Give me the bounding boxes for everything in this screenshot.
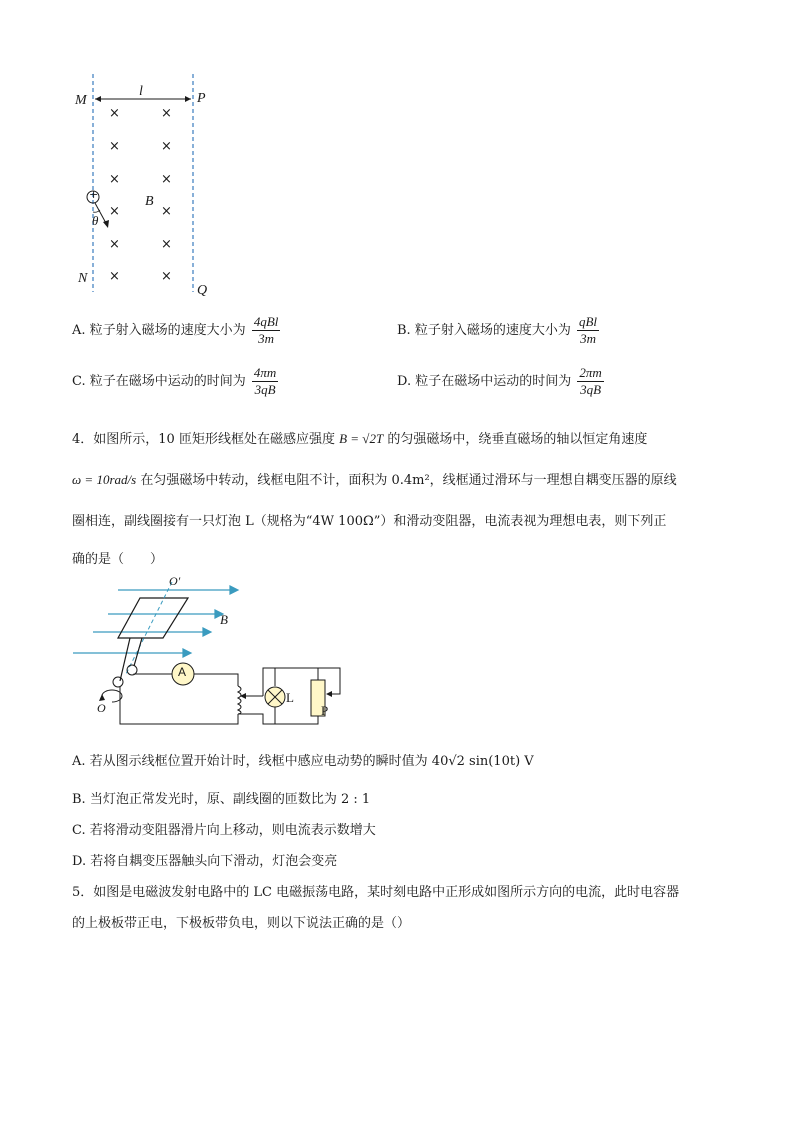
label-l: l xyxy=(139,84,143,99)
fraction xyxy=(252,365,278,398)
rheostat-label: P xyxy=(321,703,329,718)
option-key: B. xyxy=(72,792,86,807)
q4-text: 在匀强磁场中转动，线框电阻不计，面积为 0.4m²，线框通过滑环与一理想自耦变压器的原线 xyxy=(140,473,677,488)
fraction xyxy=(252,314,281,347)
fraction-numerator: 4πm xyxy=(253,365,277,380)
lamp-label: L xyxy=(286,690,294,705)
option-text: 若从图示线框位置开始计时，线框中感应电动势的瞬时值为 40√2 sin(10t) V xyxy=(89,754,534,769)
wire-top xyxy=(194,674,238,686)
field-cross: × xyxy=(109,106,120,121)
fraction-denominator: 3m xyxy=(580,331,596,346)
field-cross: × xyxy=(109,172,120,187)
option-text: 粒子射入磁场的速度大小为 xyxy=(89,323,246,338)
q3-option-b xyxy=(397,314,599,347)
label-o-prime: O′ xyxy=(169,574,181,588)
option-text: 若将滑动变阻器滑片向上移动，则电流表示数增大 xyxy=(89,823,376,838)
coil-lead xyxy=(134,638,142,666)
label-o: O xyxy=(97,701,106,715)
charge-sign: + xyxy=(89,188,99,201)
q4-formula: B = √2T xyxy=(339,431,384,446)
option-key: C. xyxy=(72,823,86,838)
fraction xyxy=(577,314,599,347)
field-cross: × xyxy=(161,139,172,154)
wire-bottom xyxy=(120,687,238,724)
q4-option-b xyxy=(72,788,370,807)
q4-line-1 xyxy=(72,428,647,447)
field-cross: × xyxy=(109,237,120,252)
option-key: D. xyxy=(397,374,412,389)
option-key: C. xyxy=(72,374,86,389)
label-m: M xyxy=(75,93,87,108)
field-cross: × xyxy=(161,204,172,219)
option-text: 当灯泡正常发光时，原、副线圈的匝数比为 2 : 1 xyxy=(89,792,371,807)
q4-line-4: 确的是（ ） xyxy=(72,552,164,567)
q4-option-a xyxy=(72,750,534,769)
label-b: B xyxy=(145,194,154,209)
fraction-numerator: 2πm xyxy=(579,365,602,380)
coil-lead xyxy=(120,638,130,681)
slip-ring xyxy=(113,677,123,687)
field-cross: × xyxy=(161,269,172,284)
field-cross: × xyxy=(109,269,120,284)
q4-text: 4．如图所示，10 匝矩形线框处在磁感应强度 xyxy=(72,432,335,447)
rotation-axis xyxy=(126,582,172,674)
rotation-arrow-head xyxy=(99,694,105,701)
label-b-field: B xyxy=(220,612,228,627)
velocity-arrow-head xyxy=(103,220,109,228)
q4-option-d xyxy=(72,850,337,869)
field-cross: × xyxy=(161,237,172,252)
q4-text: 的匀强磁场中，绕垂直磁场的轴以恒定角速度 xyxy=(387,432,648,447)
label-theta: θ xyxy=(92,213,99,228)
q4-line-3: 圈相连，副线圈接有一只灯泡 L（规格为“4W 100Ω”）和滑动变阻器，电流表视为理想电表，则下列正 xyxy=(72,514,667,529)
option-text: 粒子射入磁场的速度大小为 xyxy=(414,323,571,338)
label-p: P xyxy=(197,91,206,106)
fraction-denominator: 3qB xyxy=(254,382,276,397)
option-text: 粒子在磁场中运动的时间为 xyxy=(415,374,572,389)
option-text: 若将自耦变压器触头向下滑动，灯泡会变亮 xyxy=(90,854,338,869)
option-key: B. xyxy=(397,323,411,338)
field-arrows xyxy=(73,586,238,657)
option-key: A. xyxy=(72,754,86,769)
field-cross: × xyxy=(109,139,120,154)
q3-option-c xyxy=(72,365,278,398)
label-q: Q xyxy=(197,283,208,298)
q4-option-c xyxy=(72,819,376,838)
fraction-denominator: 3qB xyxy=(580,382,602,397)
wire-right xyxy=(238,714,318,724)
q3-option-a xyxy=(72,314,280,347)
fraction-numerator: 4qBl xyxy=(253,314,279,329)
q5-line-1: 5．如图是电磁波发射电路中的 LC 电磁振荡电路，某时刻电路中正形成如图所示方向的电流，此时电容器 xyxy=(72,885,680,900)
rheostat-slider-arrow xyxy=(326,691,332,697)
q4-formula: ω = 10rad/s xyxy=(72,472,137,487)
option-key: A. xyxy=(72,323,86,338)
arrow-head-left xyxy=(95,96,101,102)
fraction xyxy=(577,365,603,398)
option-key: D. xyxy=(72,854,87,869)
ammeter-label: A xyxy=(178,665,187,679)
fraction-numerator: qBl xyxy=(578,314,598,329)
option-text: 粒子在磁场中运动的时间为 xyxy=(89,374,246,389)
field-cross: × xyxy=(161,106,172,121)
fraction-denominator: 3m xyxy=(258,331,275,346)
circuit-figure xyxy=(68,576,358,731)
transformer-coil xyxy=(238,686,241,714)
label-n: N xyxy=(78,271,88,286)
field-cross: × xyxy=(109,204,120,219)
q3-option-d xyxy=(397,365,604,398)
field-cross: × xyxy=(161,172,172,187)
arrow-head-right xyxy=(185,96,191,102)
q4-line-2 xyxy=(72,469,677,488)
q5-line-2: 的上极板带正电，下极板带负电，则以下说法正确的是（） xyxy=(72,916,411,931)
magnetic-field-figure xyxy=(70,72,230,302)
